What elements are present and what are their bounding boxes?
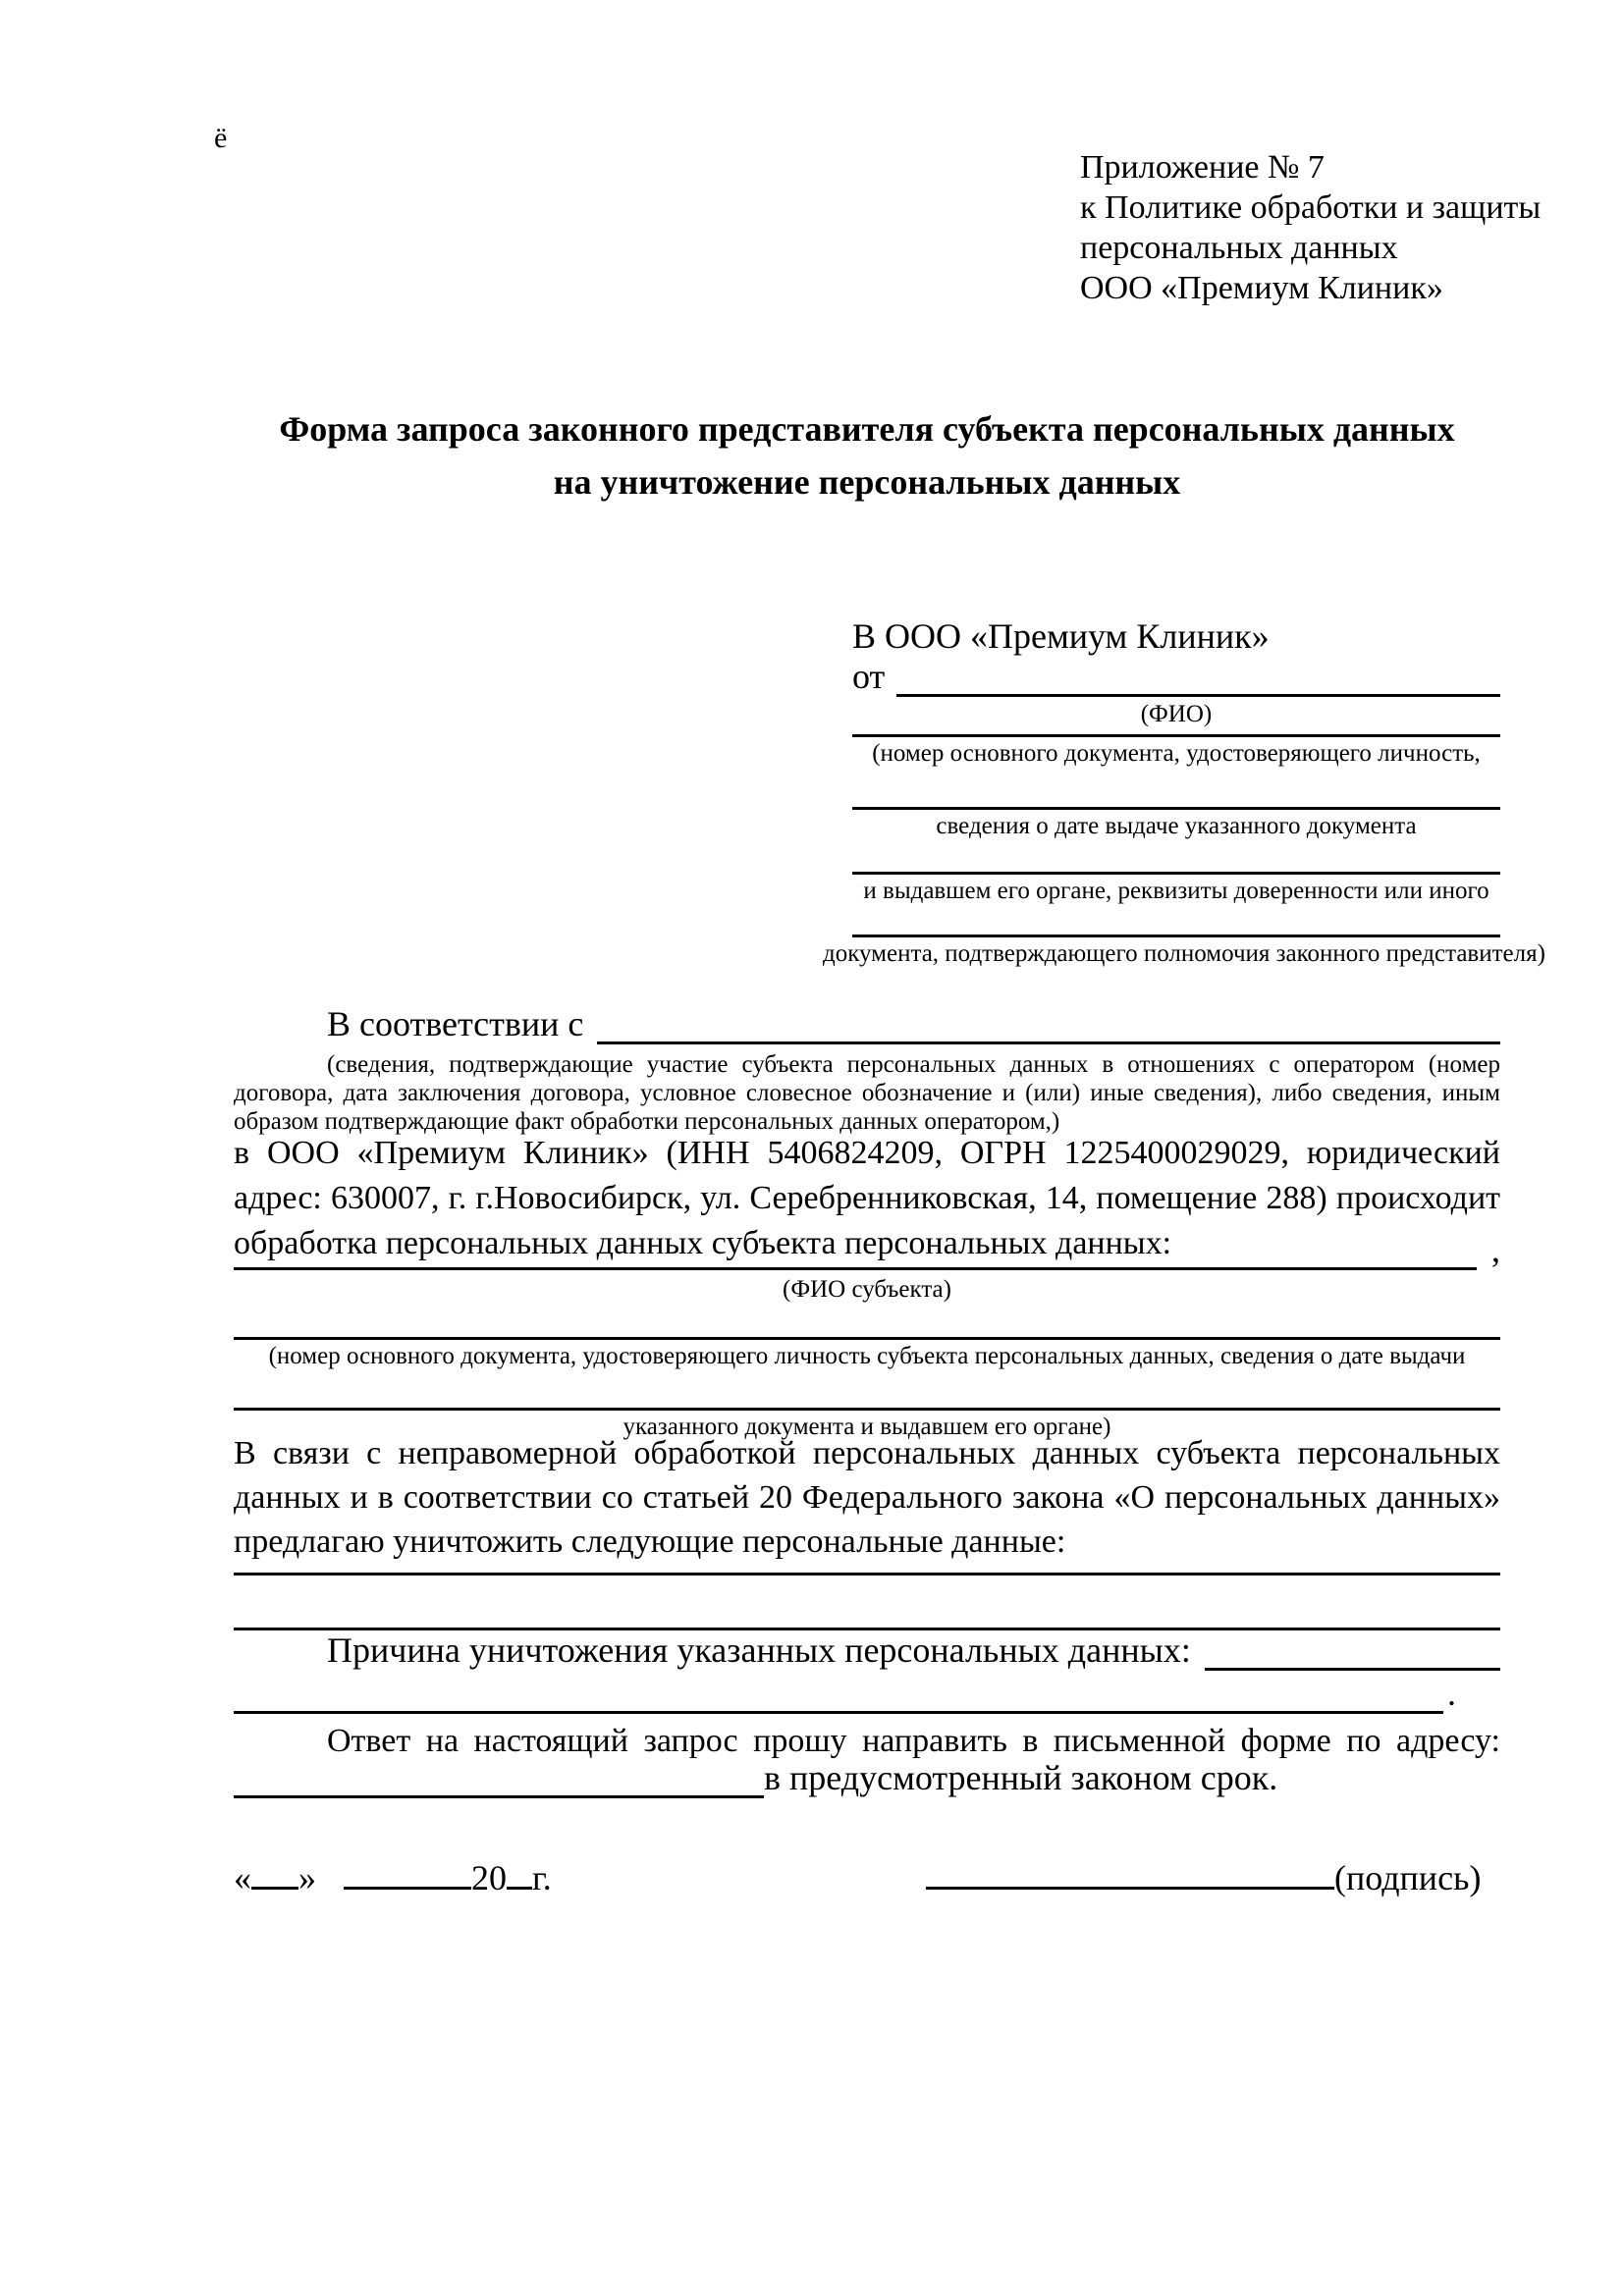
subject-doc-blank-line-2[interactable] [234,1372,1500,1411]
reply-tail: в предусмотренный законом срок. [764,1758,1278,1797]
accordance-lead: В соответствии с [327,1004,584,1043]
representative-doc-blank-line-1[interactable] [852,701,1500,737]
header-block [1080,147,1542,308]
date-month-blank[interactable] [344,1857,471,1890]
reason-lead: Причина уничтожения указанных персональных данных: [327,1630,1191,1670]
reason-blank-line[interactable] [1205,1630,1500,1671]
stray-yo-char: ё [214,122,228,154]
page-title-line-1: Форма запроса законного представителя субъекта персональных данных [279,409,1455,449]
reply-address-blank-line[interactable] [234,1760,764,1798]
header-line-company: ООО «Премиум Клиник» [1080,270,1443,306]
subject-doc-blank-line-1[interactable] [234,1302,1500,1340]
subject-doc-caption-1: (номер основного документа, удостоверяющего личность субъекта персональных данных, сведения о дате выдачи [268,1343,1466,1369]
reason-continuation-blank-line[interactable] [234,1676,1443,1714]
subject-fio-comma: , [1491,1230,1500,1269]
representative-doc-blank-line-3[interactable] [852,838,1500,875]
reply-tail-row [234,1758,1500,1798]
from-blank-line[interactable] [896,655,1500,697]
accordance-row [234,1004,1500,1044]
representative-doc-caption-3: и выдавшем его органе, реквизиты доверенности или иного [863,878,1489,904]
data-blank-line-1[interactable] [234,1539,1500,1575]
reason-row [234,1630,1500,1671]
reason-period: . [1447,1674,1456,1713]
date-close-quote: » [298,1858,316,1897]
accordance-caption: (сведения, подтверждающие участие субъекта персональных данных в отношениях с оператором (номер договора, дата заключения договора, условное словесное обозначение и (или) иные сведения), либо сведения, иным образом подтверждающие факт обработки персональных данных оператором,) [234,1051,1500,1135]
data-blank-line-2[interactable] [234,1594,1500,1630]
header-line-appendix: Приложение № 7 [1080,149,1325,186]
date-day-blank[interactable] [251,1857,298,1890]
subject-fio-blank-line[interactable] [234,1232,1477,1270]
header-line-personal-data: персональных данных [1080,230,1398,266]
accordance-blank-line[interactable] [597,1004,1500,1044]
date-year-blank[interactable] [507,1857,532,1890]
date-year-prefix: 20 [471,1858,507,1897]
page-title-line-2: на уничтожение персональных данных [553,462,1181,502]
representative-doc-caption-2: сведения о дате выдаче указанного документа [936,813,1417,839]
demand-paragraph: В связи с неправомерной обработкой персональных данных субъекта персональных данных и в соответствии со статьей 20 Федерального закона «О персональных данных» предлагаю уничтожить следующие персональные данные: [234,1435,1500,1560]
date-year-suffix: г. [532,1858,552,1897]
representative-doc-caption-1: (номер основного документа, удостоверяющего личность, [872,740,1481,767]
fio-caption: (ФИО) [1140,701,1213,727]
signature-field [926,1857,1481,1898]
reply-paragraph: Ответ на настоящий запрос прошу направить в письменной форме по адресу: [327,1723,1500,1759]
addressee-to: В ООО «Премиум Клиник» [852,616,1270,656]
subject-fio-caption: (ФИО субъекта) [783,1276,951,1303]
header-line-policy: к Политике обработки и защиты [1080,189,1542,226]
representative-doc-blank-line-2[interactable] [852,774,1500,810]
date-field [234,1857,552,1898]
signature-caption: (подпись) [1334,1858,1482,1897]
from-label: от [852,657,886,696]
representative-doc-caption-4: документа, подтверждающего полномочия законного представителя) [823,940,1545,967]
subject-fio-row [234,1230,1500,1270]
addressee-from-row [852,658,1500,697]
signature-blank-line[interactable] [926,1857,1334,1890]
representative-doc-blank-line-4[interactable] [852,901,1500,937]
subject-doc-caption-2: указанного документа и выдавшем его органе) [623,1414,1111,1440]
date-open-quote: « [234,1858,251,1897]
reason-continuation-row [234,1674,1500,1714]
operator-paragraph: в ООО «Премиум Клиник» (ИНН 5406824209, ОГРН 1225400029029, юридический адрес: 630007, г. г.Новосибирск, ул. Серебренниковская, 14, помещение 288) происходит обработка персональных данных субъекта персональных данных: [234,1135,1500,1261]
